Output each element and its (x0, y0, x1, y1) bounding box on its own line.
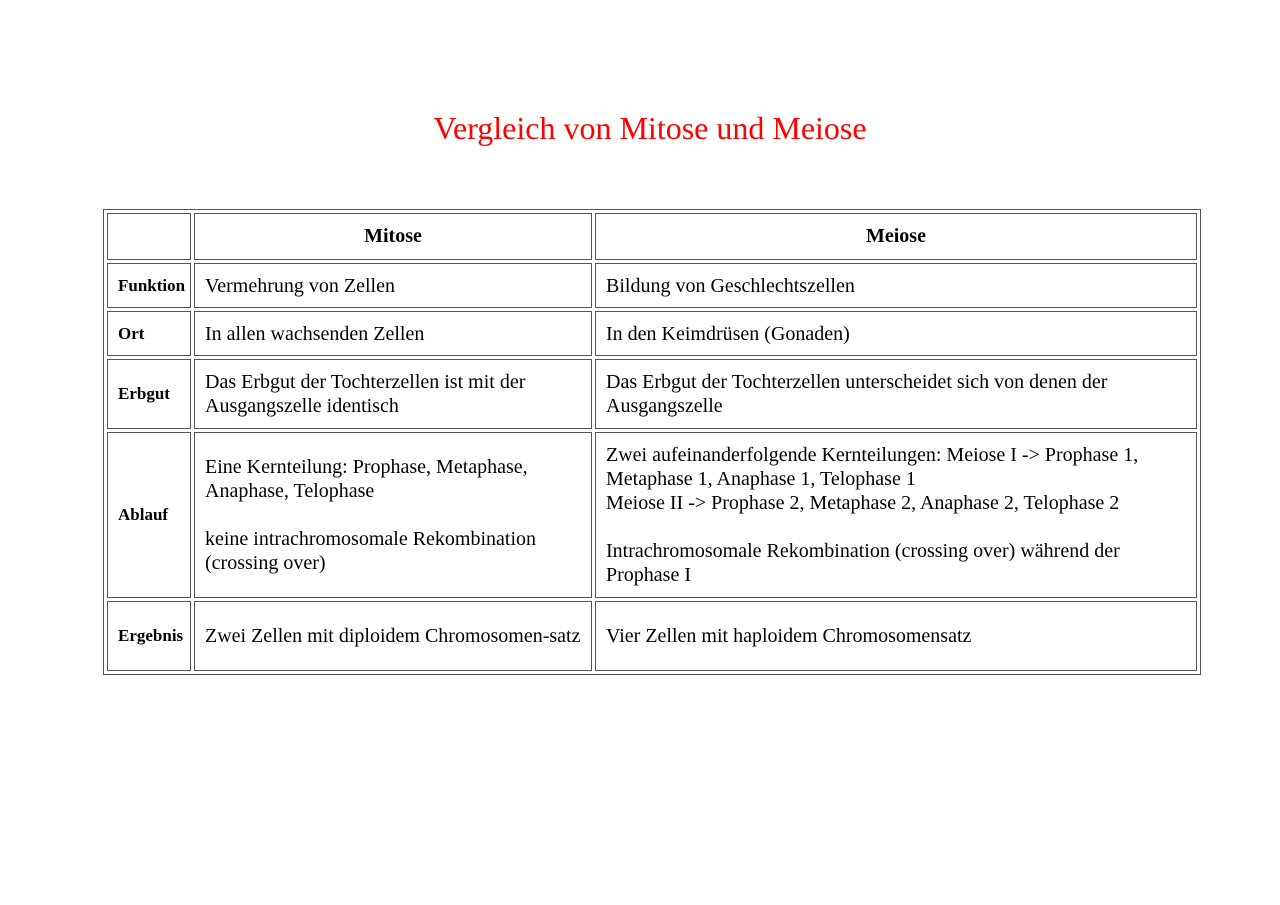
row-header-funktion: Funktion (107, 263, 191, 308)
cell-erbgut-meiose: Das Erbgut der Tochterzellen unterscheidet sich von denen der Ausgangszelle (595, 359, 1197, 429)
ablauf-mitose-text-2: keine intrachromosomale Rekombination (crossing over) (205, 528, 537, 574)
cell-ergebnis-mitose: Zwei Zellen mit diploidem Chromosomen-satz (194, 601, 592, 671)
cell-funktion-meiose: Bildung von Geschlechtszellen (595, 263, 1197, 308)
cell-ablauf-mitose (194, 432, 592, 598)
cell-erbgut-mitose: Das Erbgut der Tochterzellen ist mit der Ausgangszelle identisch (194, 359, 592, 429)
row-header-ort: Ort (107, 311, 191, 356)
ablauf-meiose-text-3: Intrachromosomale Rekombination (crossing over) während der Prophase I (606, 540, 1120, 586)
cell-ergebnis-meiose: Vier Zellen mit haploidem Chromosomensatz (595, 601, 1197, 671)
table-row-ablauf (107, 432, 1197, 598)
cell-funktion-mitose: Vermehrung von Zellen (194, 263, 592, 308)
table-row-ergebnis (107, 601, 1197, 671)
ablauf-mitose-text-1: Eine Kernteilung: Prophase, Metaphase, Anaphase, Telophase (205, 456, 528, 502)
cell-ablauf-meiose (595, 432, 1197, 598)
ablauf-meiose-text-1: Zwei aufeinanderfolgende Kernteilungen: Meiose I -> Prophase 1, Metaphase 1, Anaphase 1, Telophase 1 (606, 444, 1139, 490)
column-header-meiose: Meiose (595, 213, 1197, 260)
comparison-table (103, 209, 1201, 675)
table-row-funktion (107, 263, 1197, 308)
row-header-erbgut: Erbgut (107, 359, 191, 429)
page-title: Vergleich von Mitose und Meiose (433, 110, 867, 146)
paragraph-gap (205, 503, 581, 527)
paragraph-gap (606, 515, 1186, 539)
cell-ort-mitose: In allen wachsenden Zellen (194, 311, 592, 356)
ablauf-meiose-text-2: Meiose II -> Prophase 2, Metaphase 2, Anaphase 2, Telophase 2 (606, 492, 1120, 514)
table-row-ort (107, 311, 1197, 356)
table-header-row (107, 213, 1197, 260)
corner-cell (107, 213, 191, 260)
row-header-ergebnis: Ergebnis (107, 601, 191, 671)
cell-ort-meiose: In den Keimdrüsen (Gonaden) (595, 311, 1197, 356)
table-row-erbgut (107, 359, 1197, 429)
row-header-ablauf: Ablauf (107, 432, 191, 598)
column-header-mitose: Mitose (194, 213, 592, 260)
